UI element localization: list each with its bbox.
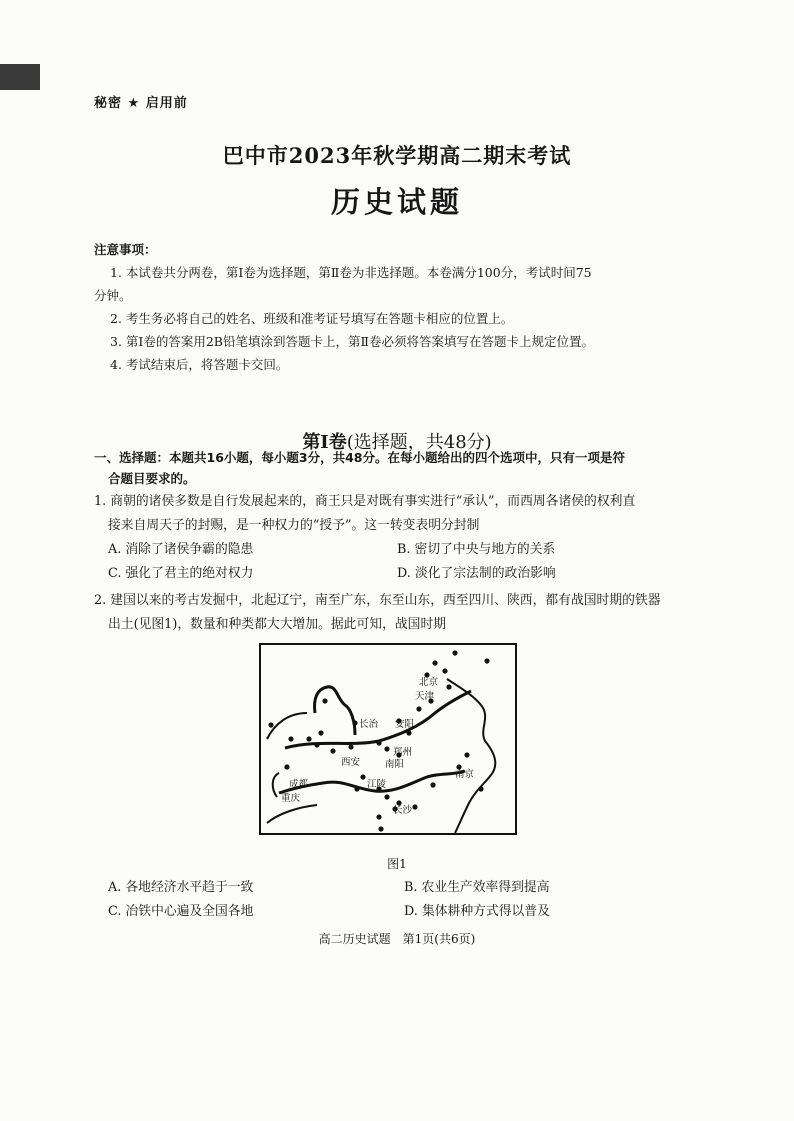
confidential-label: 秘密 ★ 启用前: [94, 96, 188, 111]
city-beijing: 北京: [419, 677, 439, 688]
part-1-title-main: 第Ⅰ卷: [302, 432, 347, 453]
iron-artifact-map: [259, 643, 517, 835]
section-1-instructions: [94, 447, 684, 489]
notice-heading: 注意事项：: [94, 242, 157, 257]
notice-item-3: 3. 第Ⅰ卷的答案用2B铅笔填涂到答题卡上，第Ⅱ卷必须将答案填写在答题卡上规定位置。: [110, 334, 594, 349]
section-1-line-1: 一、选择题：本题共16小题，每小题3分，共48分。在每小题给出的四个选项中，只有一项是符: [94, 450, 625, 465]
city-tianjin: 天津: [415, 691, 435, 702]
notice-item-4: 4. 考试结束后，将答题卡交回。: [110, 357, 289, 372]
question-1-option-c[interactable]: C. 强化了君主的绝对权力: [108, 566, 254, 581]
scan-edge-mark: [0, 64, 40, 90]
notice-block: [94, 240, 674, 378]
question-1-stem-line-2: 接来自周天子的封赐，是一种权力的“授予”。这一转变表明分封制: [108, 518, 480, 533]
city-xian: 西安: [341, 757, 361, 768]
question-1: [94, 490, 686, 586]
notice-item-1: 1. 本试卷共分两卷，第Ⅰ卷为选择题，第Ⅱ卷为非选择题。本卷满分100分，考试时间75: [110, 265, 592, 280]
exam-title: 巴中市2023年秋学期高二期末考试: [222, 143, 572, 168]
section-1-line-2: 合题目要求的。: [108, 471, 196, 486]
question-1-option-d[interactable]: D. 淡化了宗法制的政治影响: [397, 566, 556, 581]
city-zhengzhou: 郑州: [393, 747, 413, 758]
city-nanyang: 南阳: [385, 759, 405, 770]
question-2-stem-line-2: 出土(见图1)，数量和种类都大大增加。据此可知，战国时期: [108, 617, 447, 632]
city-chengdu: 成都: [289, 779, 309, 790]
question-2-option-a[interactable]: A. 各地经济水平趋于一致: [108, 880, 254, 895]
part-1-title-sub: (选择题，共48分): [346, 432, 492, 453]
question-2-option-b[interactable]: B. 农业生产效率得到提高: [404, 880, 550, 895]
question-2-option-d[interactable]: D. 集体耕种方式得以普及: [404, 904, 550, 919]
subject-title: 历史试题: [330, 185, 463, 219]
city-chongqing: 重庆: [281, 793, 301, 804]
city-anyang: 安阳: [395, 719, 415, 730]
city-changsha: 长沙: [393, 805, 413, 816]
question-1-stem-line-1: 1. 商朝的诸侯多数是自行发展起来的，商王只是对既有事实进行“承认”，而西周各诸侯的权利直: [94, 494, 636, 509]
notice-item-2: 2. 考生务必将自己的姓名、班级和准考证号填写在答题卡相应的位置上。: [110, 311, 514, 326]
city-nanjing: 南京: [455, 769, 475, 780]
city-jiangling: 江陵: [367, 779, 387, 790]
question-1-option-a[interactable]: A. 消除了诸侯争霸的隐患: [108, 542, 254, 557]
notice-item-1-cont: 分钟。: [94, 288, 132, 303]
figure-caption: 图1: [387, 857, 407, 871]
question-2-option-c[interactable]: C. 冶铁中心遍及全国各地: [108, 904, 254, 919]
question-2-stem-line-1: 2. 建国以来的考古发掘中，北起辽宁，南至广东，东至山东，西至四川、陕西，都有战国时期的铁器: [94, 593, 661, 608]
question-2-options: [94, 876, 700, 924]
question-2: [94, 589, 686, 637]
city-changzhi: 长治: [359, 719, 379, 730]
question-1-options: [94, 538, 686, 586]
question-1-option-b[interactable]: B. 密切了中央与地方的关系: [397, 542, 556, 557]
map-figure: [259, 643, 517, 835]
page-footer: 高二历史试题 第1页(共6页): [318, 932, 476, 946]
